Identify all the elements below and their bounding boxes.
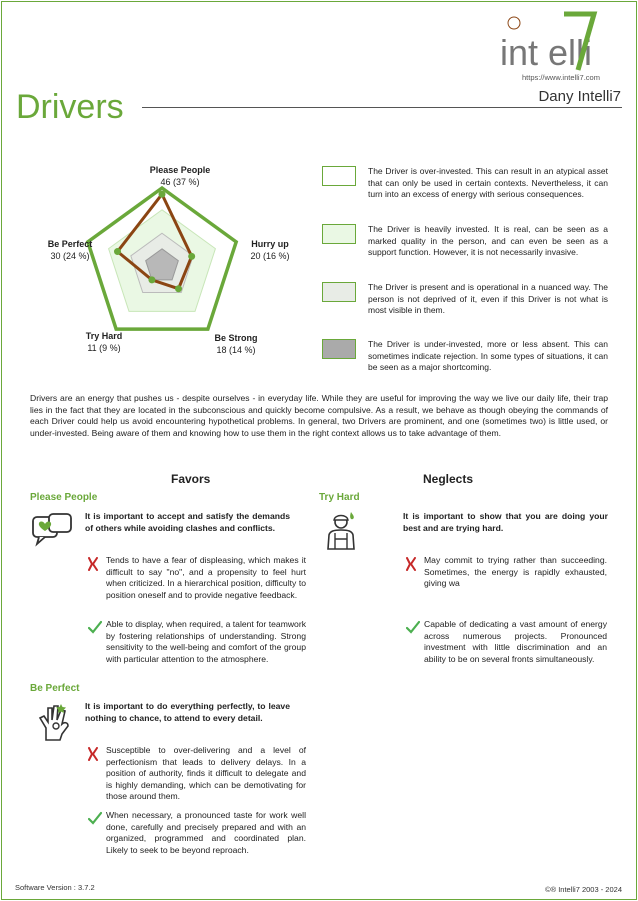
radar-point-hurry-up: [188, 253, 195, 260]
try-hard-description: It is important to show that you are doing your best and are trying hard.: [403, 511, 608, 533]
legend-swatch: [322, 166, 356, 186]
legend-text: The Driver is present and is operational in a nuanced way. The person is not deprived of it, even if this Driver is not what is most visible in them.: [368, 282, 608, 315]
negative-mark-icon: [86, 557, 100, 571]
please-people-description: It is important to accept and satisfy the demands of others while avoiding clashes and conflicts.: [85, 511, 290, 533]
svg-text:int: int: [500, 32, 539, 72]
ok-hand-icon: [34, 702, 78, 742]
negative-mark-icon: [404, 557, 418, 571]
section-title-please-people: Please People: [30, 492, 98, 503]
positive-check-icon: [406, 620, 420, 634]
legend-text: The Driver is over-invested. This can result in an atypical asset that can only be used in certain contexts. Nevertheless, it can turn into an excess of energy with serious consequences.: [368, 166, 608, 199]
be-perfect-positive: When necessary, a pronounced taste for work well done, carefully and precisely prepared and with an organized, programmed and coordinated plan. Likely to seek to be beyond reproach.: [106, 810, 306, 855]
radar-point-be-perfect: [114, 248, 121, 255]
legend-row-heavily-invested: [322, 224, 608, 264]
legend-row-under-invested: [322, 339, 608, 379]
radar-label-be-strong: Be Strong 18 (14 %): [214, 333, 258, 355]
legend-swatch: [322, 339, 356, 359]
please-people-positive: Able to display, when required, a talent for teamwork by fostering relationships of understanding. Strong sensitivity to the well-being and comfort of the group with particular attention to the atmosphere.: [106, 619, 306, 664]
legend-swatch: [322, 282, 356, 302]
try-hard-negative: May commit to trying rather than succeeding. Sometimes, the energy is rapidly exhausted, giving wa: [424, 555, 607, 588]
legend-swatch: [322, 224, 356, 244]
negative-mark-icon: [86, 747, 100, 761]
svg-text:e: e: [548, 32, 569, 72]
section-title-try-hard: Try Hard: [319, 492, 360, 503]
legend-text: The Driver is under-invested, more or less absent. This can sometimes indicate rejection. In some types of situations, it can be seen as a major shortcoming.: [368, 339, 608, 372]
radar-point-please-people: [159, 191, 166, 198]
legend-row-operational: [322, 282, 608, 322]
svg-text:lli: lli: [568, 32, 592, 72]
page-frame: [1, 1, 637, 900]
try-hard-positive: Capable of dedicating a vast amount of energy across numerous projects. Pronounced investment with little discrimination and an ability to be on several fronts simultaneously.: [424, 619, 607, 664]
legend-row-over-invested: [322, 166, 608, 212]
software-version: Software Version : 3.7.2: [15, 883, 95, 892]
radar-label-try-hard: Try Hard 11 (9 %): [85, 331, 123, 353]
page-title: Drivers: [16, 88, 124, 126]
be-perfect-description: It is important to do everything perfectly, to leave nothing to chance, to attend to every detail.: [85, 701, 290, 723]
be-perfect-negative: Susceptible to over-delivering and a level of perfectionism that leads to delivery delays. In a position of authority, finds it difficult to delegate and is highly demanding, which can be demotivating for those around them.: [106, 745, 306, 801]
radar-point-try-hard: [148, 276, 155, 283]
speech-heart-icon: [30, 512, 74, 552]
section-title-be-perfect: Be Perfect: [30, 683, 80, 694]
legend-text: The Driver is heavily invested. It is real, can be seen as a marked quality in the person, and can even be seen as a support function. However, it is not necessarily invasive.: [368, 224, 608, 257]
positive-check-icon: [88, 811, 102, 825]
radar-label-hurry-up: Hurry up 20 (16 %): [250, 239, 290, 261]
drivers-radar-chart: [30, 160, 300, 360]
title-divider: [142, 107, 622, 108]
neglects-heading: Neglects: [423, 472, 474, 486]
favors-heading: Favors: [171, 472, 211, 486]
worker-icon: [320, 511, 364, 551]
copyright: ©® Intelli7 2003 - 2024: [545, 885, 622, 894]
intelli7-logo: [498, 10, 632, 72]
positive-check-icon: [88, 620, 102, 634]
please-people-negative: Tends to have a fear of displeasing, which makes it difficult to say "no", and a propensity to feel hurt when criticized. In a hierarchical position, difficulty to position oneself and to provide negative feedback.: [106, 555, 306, 600]
author-name: Dany Intelli7: [538, 88, 621, 105]
radar-label-be-perfect: Be Perfect 30 (24 %): [47, 239, 93, 261]
radar-point-be-strong: [175, 285, 182, 292]
logo-url: https://www.intelli7.com: [522, 73, 600, 82]
drivers-intro-paragraph: Drivers are an energy that pushes us - despite ourselves - in everyday life. While they are useful for improving the way we live our daily life, their trap lies in the fact that they are located in the subconscious and quickly become compulsive. As a result, we behave as though obeying the commands of each Driver could help us avoid encountering hypothetical problems. In general, two Drivers are prominent, and one (sometimes two) is little used, or under-invested. Being aware of them and knowing how to use them in the right context allows us to take advantage of them.: [30, 393, 608, 438]
radar-label-please-people: Please People 46 (37 %): [149, 165, 211, 187]
